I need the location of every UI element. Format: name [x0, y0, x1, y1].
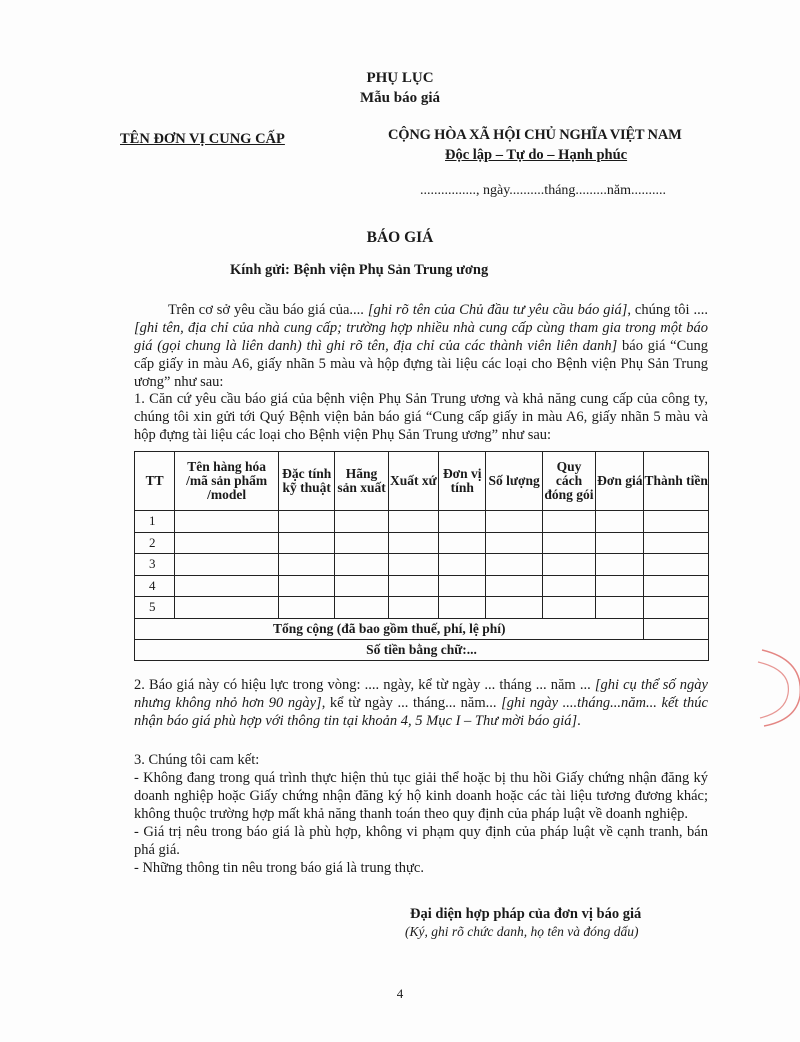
table-cell[interactable] — [175, 575, 279, 597]
total-label: Tổng cộng (đã bao gồm thuế, phí, lệ phí) — [135, 618, 644, 639]
table-cell[interactable] — [542, 597, 595, 619]
table-cell[interactable] — [596, 575, 644, 597]
row-index: 3 — [135, 554, 175, 576]
stamp-mark — [752, 648, 800, 728]
table-cell[interactable] — [596, 554, 644, 576]
table-cell[interactable] — [439, 532, 486, 554]
intro-lead: Trên cơ sở yêu cầu báo giá của.... — [168, 302, 368, 318]
national-motto: Độc lập – Tự do – Hạnh phúc — [445, 147, 628, 163]
table-cell[interactable] — [175, 597, 279, 619]
table-cell[interactable] — [542, 511, 595, 533]
signature-note: (Ký, ghi rõ chức danh, họ tên và đóng dấu) — [405, 924, 639, 939]
table-cell[interactable] — [335, 532, 388, 554]
table-cell[interactable] — [439, 597, 486, 619]
table-header-row — [135, 452, 709, 511]
header-cell: Quy cách đóng gói — [542, 452, 595, 511]
commitment-item: - Giá trị nêu trong báo giá là phù hợp, không vi phạm quy định của pháp luật về cạnh tranh, bán phá giá. — [134, 824, 708, 858]
table-cell[interactable] — [388, 554, 438, 576]
intro-tail: báo giá “Cung cấp giấy in màu A6, giấy nhãn 5 màu và hộp đựng tài liệu các loại cho Bệnh viện Phụ Sản Trung ương” như sau: — [134, 338, 708, 390]
table-row — [135, 511, 709, 533]
table-cell[interactable] — [439, 575, 486, 597]
table-cell[interactable] — [596, 597, 644, 619]
intro-italic-2: [ghi tên, địa chỉ của nhà cung cấp; trường hợp nhiều nhà cung cấp cùng tham gia trong một báo giá (gọi chung là liên danh) thì ghi rõ tên, địa chỉ của các thành viên liên danh] — [134, 320, 708, 354]
row-index: 2 — [135, 532, 175, 554]
header-cell: Hãng sản xuất — [335, 452, 388, 511]
section-2-italic-1: [ghi cụ thể số ngày nhưng không nhỏ hơn 90 ngày] — [134, 677, 708, 711]
table-cell[interactable] — [335, 511, 388, 533]
table-cell[interactable] — [335, 575, 388, 597]
table-cell[interactable] — [486, 597, 542, 619]
table-cell[interactable] — [644, 575, 709, 597]
table-cell[interactable] — [388, 575, 438, 597]
intro-mid: , chúng tôi .... — [627, 302, 708, 318]
header-cell: Số lượng — [486, 452, 542, 511]
header-cell: Đơn vị tính — [439, 452, 486, 511]
table-cell[interactable] — [388, 511, 438, 533]
table-cell[interactable] — [388, 532, 438, 554]
quote-table — [134, 451, 709, 661]
section-2-lead: 2. Báo giá này có hiệu lực trong vòng: .... ngày, kể từ ngày ... tháng ... năm ... — [134, 677, 595, 693]
table-cell[interactable] — [542, 532, 595, 554]
commitment-item: - Những thông tin nêu trong báo giá là trung thực. — [134, 860, 424, 876]
intro-paragraph — [134, 301, 708, 391]
table-cell[interactable] — [542, 554, 595, 576]
table-cell[interactable] — [439, 511, 486, 533]
page-number: 4 — [396, 986, 404, 1001]
section-2-italic-2: [ghi ngày ....tháng...năm... kết thúc nhận báo giá phù hợp với thông tin tại khoản 4, 5 Mục I – Thư mời báo giá] — [134, 695, 708, 729]
table-cell[interactable] — [486, 575, 542, 597]
table-cell[interactable] — [278, 575, 334, 597]
amount-in-words-label: Số tiền bằng chữ:... — [135, 639, 709, 660]
table-cell[interactable] — [278, 597, 334, 619]
intro-italic-1: [ghi rõ tên của Chủ đầu tư yêu cầu báo giá] — [367, 302, 628, 318]
amount-in-words-row — [135, 639, 709, 660]
row-index: 4 — [135, 575, 175, 597]
table-cell[interactable] — [596, 511, 644, 533]
table-cell[interactable] — [335, 597, 388, 619]
document-title: BÁO GIÁ — [366, 229, 434, 246]
section-2-end: . — [577, 713, 581, 729]
table-cell[interactable] — [486, 554, 542, 576]
row-index: 5 — [135, 597, 175, 619]
total-value-cell[interactable] — [644, 618, 709, 639]
table-row — [135, 597, 709, 619]
section-2-paragraph — [134, 676, 708, 730]
header-cell: Xuất xứ — [388, 452, 438, 511]
table-cell[interactable] — [644, 532, 709, 554]
supplier-label: TÊN ĐƠN VỊ CUNG CẤP — [120, 131, 285, 147]
header-cell: Tên hàng hóa /mã sản phẩm /model — [175, 452, 279, 511]
stamp-arc — [762, 650, 800, 726]
table-cell[interactable] — [278, 511, 334, 533]
table-cell[interactable] — [486, 532, 542, 554]
table-cell[interactable] — [388, 597, 438, 619]
table-cell[interactable] — [644, 511, 709, 533]
country-heading: CỘNG HÒA XÃ HỘI CHỦ NGHĨA VIỆT NAM — [388, 127, 682, 143]
recipient-line: Kính gửi: Bệnh viện Phụ Sản Trung ương — [230, 262, 489, 278]
table-row — [135, 532, 709, 554]
form-subtitle: Mẫu báo giá — [359, 90, 440, 106]
table-cell[interactable] — [278, 554, 334, 576]
appendix-heading: PHỤ LỤC — [366, 70, 434, 86]
table-cell[interactable] — [175, 511, 279, 533]
header-cell: Thành tiền — [644, 452, 709, 511]
total-row — [135, 618, 709, 639]
row-index: 1 — [135, 511, 175, 533]
table-cell[interactable] — [175, 554, 279, 576]
signature-title: Đại diện hợp pháp của đơn vị báo giá — [410, 906, 642, 922]
table-cell[interactable] — [486, 511, 542, 533]
table-row — [135, 554, 709, 576]
stamp-arc — [758, 662, 788, 718]
table-cell[interactable] — [439, 554, 486, 576]
table-cell[interactable] — [542, 575, 595, 597]
section-2-mid: , kể từ ngày ... tháng... năm... — [321, 695, 502, 711]
table-cell[interactable] — [175, 532, 279, 554]
table-cell[interactable] — [596, 532, 644, 554]
table-cell[interactable] — [335, 554, 388, 576]
header-cell: Đơn giá — [596, 452, 644, 511]
table-row — [135, 575, 709, 597]
section-3 — [134, 751, 708, 877]
table-cell[interactable] — [278, 532, 334, 554]
section-3-heading: 3. Chúng tôi cam kết: — [134, 752, 260, 768]
table-cell[interactable] — [644, 597, 709, 619]
table-cell[interactable] — [644, 554, 709, 576]
dateline: ................, ngày..........tháng.........năm.......... — [420, 183, 667, 198]
header-cell: TT — [135, 452, 175, 511]
header-cell: Đặc tính kỹ thuật — [278, 452, 334, 511]
section-1-paragraph: 1. Căn cứ yêu cầu báo giá của bệnh viện Phụ Sản Trung ương và khả năng cung cấp của công ty, chúng tôi xin gửi tới Quý Bệnh viện bản báo giá “Cung cấp giấy in màu A6, giấy nhãn 5 màu và hộp đựng tài liệu các loại cho Bệnh viện Phụ Sản Trung ương” như sau: — [134, 391, 708, 443]
commitment-item: - Không đang trong quá trình thực hiện thủ tục giải thể hoặc bị thu hồi Giấy chứng nhận đăng ký doanh nghiệp hoặc Giấy chứng nhận đăng ký hộ kinh doanh hoặc các tài liệu tương đương khác; không thuộc trường hợp mất khả năng thanh toán theo quy định của pháp luật về doanh nghiệp. — [134, 770, 708, 822]
